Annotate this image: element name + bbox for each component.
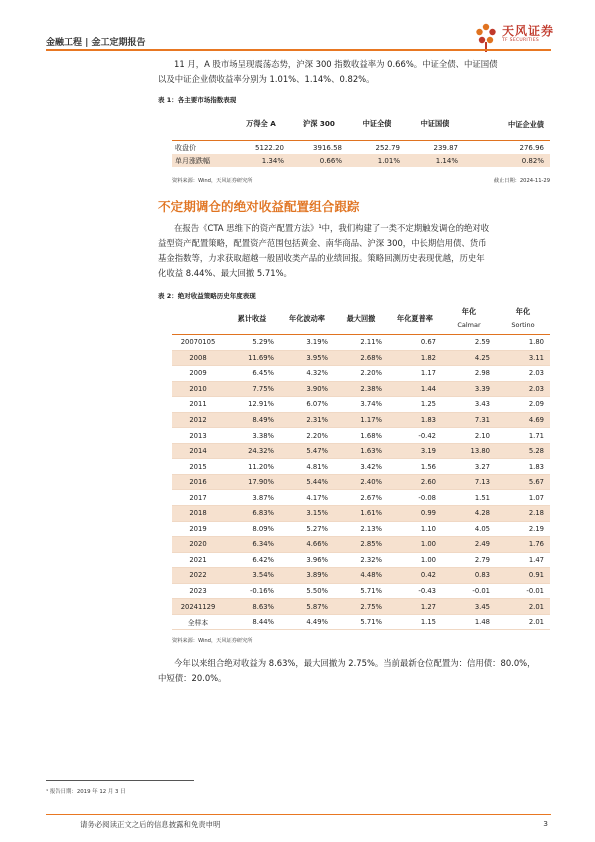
table-cell: 2018 — [172, 506, 224, 522]
table-cell: 6.07% — [280, 397, 334, 413]
table-row — [172, 335, 550, 351]
table-cell: 8.63% — [224, 599, 280, 615]
table-cell: 2.75% — [334, 599, 388, 615]
table-cell: 4.48% — [334, 568, 388, 584]
table-cell: 11.69% — [224, 350, 280, 366]
table-cell: 2.68% — [334, 350, 388, 366]
table-cell: 4.05 — [442, 521, 496, 537]
table-cell: 1.27 — [388, 599, 442, 615]
table-cell: 7.31 — [442, 412, 496, 428]
table-cell: 5.67 — [496, 474, 550, 490]
table-cell: 1.17 — [388, 366, 442, 382]
table-cell: 0.66% — [290, 154, 348, 167]
table-row — [172, 568, 550, 584]
table-cell: 4.69 — [496, 412, 550, 428]
table-cell: 7.13 — [442, 474, 496, 490]
table-cell: 1.83 — [496, 459, 550, 475]
table-cell: 2.98 — [442, 366, 496, 382]
table-cell: 2.01 — [496, 599, 550, 615]
table-cell: 2.32% — [334, 552, 388, 568]
table-row — [172, 506, 550, 522]
table1-source: 资料来源：Wind，天风证券研究所 — [172, 178, 253, 184]
table-row — [172, 350, 550, 366]
table-cell: 3.89% — [280, 568, 334, 584]
intro-paragraph — [158, 57, 550, 87]
table-cell: 2.60 — [388, 474, 442, 490]
table-cell: 3.96% — [280, 552, 334, 568]
table-cell: 3.95% — [280, 350, 334, 366]
strategy-annual-performance-table — [172, 302, 550, 630]
table2-header: 年化 Sortino — [496, 302, 550, 335]
table-row — [172, 614, 550, 630]
table-cell: 8.44% — [224, 614, 280, 630]
table-cell: 4.17% — [280, 490, 334, 506]
table-cell: 5.44% — [280, 474, 334, 490]
table2-header: 年化波动率 — [280, 302, 334, 335]
table-cell: 4.28 — [442, 506, 496, 522]
table-cell: 0.42 — [388, 568, 442, 584]
table-cell: 1.34% — [232, 154, 290, 167]
market-index-table — [172, 108, 550, 167]
footnote: ¹ 报告日期：2019 年 12 月 3 日 — [46, 789, 126, 795]
table-cell: 收盘价 — [175, 143, 196, 152]
table-cell: 6.42% — [224, 552, 280, 568]
table-cell: 2.01 — [496, 614, 550, 630]
table-row — [172, 583, 550, 599]
table1-header — [172, 108, 232, 141]
table-row — [172, 412, 550, 428]
table-cell: 1.76 — [496, 537, 550, 553]
table2-header: 年化 Calmar — [442, 302, 496, 335]
table-cell: 1.14% — [406, 154, 464, 167]
table-row — [172, 366, 550, 382]
report-category: 金融工程 | 金工定期报告 — [46, 38, 146, 48]
table-cell: 20241129 — [172, 599, 224, 615]
table-cell: 2008 — [172, 350, 224, 366]
table-cell: 5.47% — [280, 443, 334, 459]
table-cell: 2021 — [172, 552, 224, 568]
table-cell: 5.71% — [334, 614, 388, 630]
table-cell: 2016 — [172, 474, 224, 490]
table-cell: 2.40% — [334, 474, 388, 490]
table-row — [172, 459, 550, 475]
table-cell: 1.07 — [496, 490, 550, 506]
table-cell: 2.85% — [334, 537, 388, 553]
table-cell: 2012 — [172, 412, 224, 428]
table-cell: 6.83% — [224, 506, 280, 522]
table-cell: 2.18 — [496, 506, 550, 522]
table-cell: 1.44 — [388, 381, 442, 397]
table-cell: -0.01 — [442, 583, 496, 599]
table2-header — [172, 302, 224, 335]
section-line-1: 在报告《CTA 思维下的资产配置方法》¹中，我们构建了一类不定期触发调仓的绝对收 — [174, 223, 490, 233]
table1-caption: 表 1：各主要市场指数表现 — [158, 96, 237, 104]
table-row — [172, 428, 550, 444]
table-cell: 1.47 — [496, 552, 550, 568]
table-cell: 2022 — [172, 568, 224, 584]
table1-header: 沪深 300 — [290, 108, 348, 141]
table-cell: 3.39 — [442, 381, 496, 397]
table-cell: 8.09% — [224, 521, 280, 537]
table-cell: 4.49% — [280, 614, 334, 630]
table-cell: 2.79 — [442, 552, 496, 568]
header-divider — [46, 49, 551, 51]
table-cell: 2.20% — [334, 366, 388, 382]
table-cell: 0.67 — [388, 335, 442, 351]
table-cell: 1.01% — [348, 154, 406, 167]
table-cell: 3.90% — [280, 381, 334, 397]
table-row — [172, 521, 550, 537]
table-cell: 1.61% — [334, 506, 388, 522]
table-cell: 1.68% — [334, 428, 388, 444]
table-cell: 5.28 — [496, 443, 550, 459]
table-cell: -0.01 — [496, 583, 550, 599]
table2-caption: 表 2：绝对收益策略历史年度表现 — [158, 292, 256, 300]
table-cell: 5.29% — [224, 335, 280, 351]
table-cell: -0.42 — [388, 428, 442, 444]
table-cell: 0.99 — [388, 506, 442, 522]
table-cell: 2.67% — [334, 490, 388, 506]
table-cell: 3.11 — [496, 350, 550, 366]
section-line-3: 基金指数等，力求获取超越一般固收类产品的业绩回报。策略回测历史表现优越，历史年 — [158, 253, 485, 263]
table-cell: 4.66% — [280, 537, 334, 553]
table-row — [172, 141, 550, 155]
intro-line-2: 以及中证企业债收益率分别为 1.01%、1.14%、0.82%。 — [158, 74, 375, 84]
table-cell: 4.81% — [280, 459, 334, 475]
table-cell: 2.11% — [334, 335, 388, 351]
table-cell: 5.27% — [280, 521, 334, 537]
table1-header: 中证全债 — [348, 108, 406, 141]
table-cell: 11.20% — [224, 459, 280, 475]
table-cell: 3.45 — [442, 599, 496, 615]
table-cell: 全样本 — [172, 614, 224, 630]
table-cell: -0.16% — [224, 583, 280, 599]
table-cell: 5.87% — [280, 599, 334, 615]
table-cell: 7.75% — [224, 381, 280, 397]
table-cell: 24.32% — [224, 443, 280, 459]
table-cell: 1.83 — [388, 412, 442, 428]
table-cell: 2.31% — [280, 412, 334, 428]
table-cell: 8.49% — [224, 412, 280, 428]
table-cell: 2013 — [172, 428, 224, 444]
table-cell: 1.51 — [442, 490, 496, 506]
brand-name-en: TF SECURITIES — [502, 38, 540, 43]
table-cell: 1.48 — [442, 614, 496, 630]
table-cell: 2009 — [172, 366, 224, 382]
table-cell: 3.19 — [388, 443, 442, 459]
table-cell: 3.42% — [334, 459, 388, 475]
table-cell: 2.03 — [496, 381, 550, 397]
table-cell: 5.71% — [334, 583, 388, 599]
closing-line-1: 今年以来组合绝对收益为 8.63%，最大回撤为 2.75%。当前最新仓位配置为：信用债：80.0%， — [174, 658, 536, 668]
table-cell: 6.45% — [224, 366, 280, 382]
table2-header: 最大回撤 — [334, 302, 388, 335]
table-cell: 3.15% — [280, 506, 334, 522]
table-cell: 2.59 — [442, 335, 496, 351]
table-cell: 2014 — [172, 443, 224, 459]
table-row — [172, 397, 550, 413]
table-cell: 12.91% — [224, 397, 280, 413]
footer-divider — [46, 814, 551, 815]
table-cell: 2.49 — [442, 537, 496, 553]
brand-name-cn: 天风证券 — [502, 24, 555, 38]
table1-header: 中证国债 — [406, 108, 464, 141]
page-number: 3 — [543, 819, 548, 828]
footnote-divider — [46, 780, 194, 781]
table-cell: 2.19 — [496, 521, 550, 537]
table-cell: 4.25 — [442, 350, 496, 366]
table-cell: 1.00 — [388, 537, 442, 553]
table-cell: 3916.58 — [313, 143, 342, 152]
intro-line-1: 11 月，A 股市场呈现震荡态势，沪深 300 指数收益率为 0.66%。中证全债、中证国债 — [174, 59, 498, 69]
table-cell: 0.91 — [496, 568, 550, 584]
table-cell: 17.90% — [224, 474, 280, 490]
table-cell: 2010 — [172, 381, 224, 397]
table-cell: 5.50% — [280, 583, 334, 599]
table-cell: 3.38% — [224, 428, 280, 444]
table-cell: 2.03 — [496, 366, 550, 382]
table-cell: 239.87 — [433, 143, 458, 152]
table-cell: 0.82% — [464, 154, 550, 167]
table-cell: 20070105 — [172, 335, 224, 351]
section-line-2: 益型资产配置策略，配置资产范围包括黄金、南华商品、沪深 300，中长期信用债、货币 — [158, 238, 487, 248]
table-cell: 2.38% — [334, 381, 388, 397]
table-cell: 2020 — [172, 537, 224, 553]
section-paragraph — [158, 221, 550, 281]
table2-body — [172, 335, 550, 630]
table-cell: 2.09 — [496, 397, 550, 413]
table2-header: 年化夏普率 — [388, 302, 442, 335]
table-cell: -0.08 — [388, 490, 442, 506]
table-cell: 4.32% — [280, 366, 334, 382]
table-cell: 1.10 — [388, 521, 442, 537]
table-cell: 单月涨跌幅 — [172, 154, 232, 167]
closing-paragraph — [158, 656, 550, 686]
table2-source: 资料来源：Wind，天风证券研究所 — [172, 638, 253, 644]
table-cell: 1.17% — [334, 412, 388, 428]
table-cell: 2.10 — [442, 428, 496, 444]
table-cell: 2.20% — [280, 428, 334, 444]
table-cell: 3.19% — [280, 335, 334, 351]
table-cell: 2015 — [172, 459, 224, 475]
table-row — [172, 537, 550, 553]
table-cell: 3.74% — [334, 397, 388, 413]
table-cell: 3.43 — [442, 397, 496, 413]
table-cell: 1.71 — [496, 428, 550, 444]
table-row — [172, 599, 550, 615]
table-row — [172, 381, 550, 397]
section-line-4: 化收益 8.44%、最大回撤 5.71%。 — [158, 268, 292, 278]
table-cell: 3.87% — [224, 490, 280, 506]
table2-header-row — [172, 302, 550, 335]
table-cell: 5122.20 — [255, 143, 284, 152]
table-cell: -0.43 — [388, 583, 442, 599]
table-cell: 2019 — [172, 521, 224, 537]
table1-header: 中证企业债 — [464, 108, 550, 141]
table-row — [172, 443, 550, 459]
table-cell: 2011 — [172, 397, 224, 413]
table-cell: 1.63% — [334, 443, 388, 459]
table-cell: 2023 — [172, 583, 224, 599]
table-row — [172, 154, 550, 167]
table-row — [172, 474, 550, 490]
table-cell: 1.00 — [388, 552, 442, 568]
table-cell: 13.80 — [442, 443, 496, 459]
footer-disclaimer: 请务必阅读正文之后的信息披露和免责申明 — [80, 820, 221, 829]
closing-line-2: 中短债：20.0%。 — [158, 673, 227, 683]
table-cell: 3.54% — [224, 568, 280, 584]
table-cell: 6.34% — [224, 537, 280, 553]
table2-header: 累计收益 — [224, 302, 280, 335]
table-cell: 1.82 — [388, 350, 442, 366]
table-cell: 276.96 — [519, 143, 544, 152]
table1-header-row — [172, 108, 550, 141]
table-cell: 1.56 — [388, 459, 442, 475]
section-title: 不定期调仓的绝对收益配置组合跟踪 — [158, 199, 360, 214]
table-row — [172, 490, 550, 506]
table1-header: 万得全 A — [232, 108, 290, 141]
table-cell: 1.25 — [388, 397, 442, 413]
table-cell: 1.80 — [496, 335, 550, 351]
table1-asof-date: 截止日期：2024-11-29 — [493, 178, 550, 184]
table-cell: 1.15 — [388, 614, 442, 630]
table-row — [172, 552, 550, 568]
table-cell: 252.79 — [375, 143, 400, 152]
table-cell: 2017 — [172, 490, 224, 506]
table-cell: 2.13% — [334, 521, 388, 537]
table-cell: 0.83 — [442, 568, 496, 584]
table-cell: 3.27 — [442, 459, 496, 475]
